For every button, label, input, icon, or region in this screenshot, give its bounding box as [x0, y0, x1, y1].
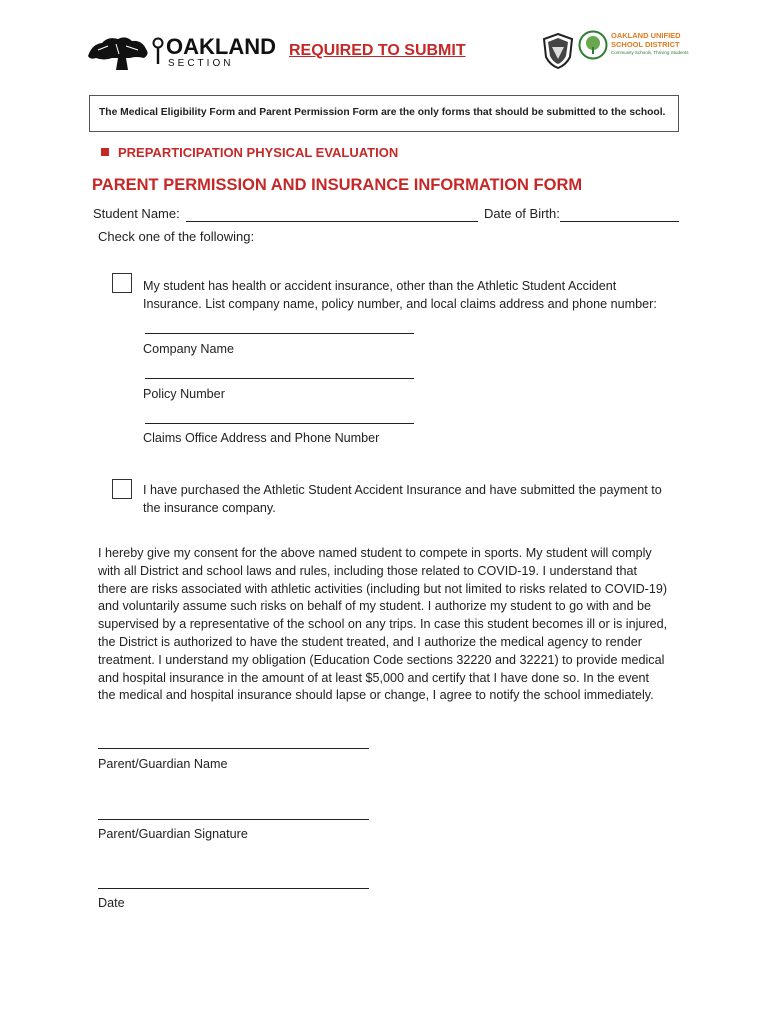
- claims-office-label: Claims Office Address and Phone Number: [143, 431, 380, 445]
- consent-line: treatment. I understand my obligation (Education Code sections 32220 and 32221) to provide medical: [98, 652, 665, 667]
- option2-line2: the insurance company.: [143, 501, 276, 515]
- square-bullet-icon: [101, 148, 109, 156]
- athletic-shield-icon: [542, 33, 574, 69]
- district-name-block: [611, 31, 701, 56]
- guardian-signature-field[interactable]: [98, 819, 369, 820]
- option1-line2: Insurance. List company name, policy number, and local claims address and phone number:: [143, 297, 657, 311]
- notice-box: [89, 95, 679, 132]
- date-field[interactable]: [98, 888, 369, 889]
- district-name-line2: SCHOOL DISTRICT: [611, 40, 680, 49]
- option2-line1: I have purchased the Athletic Student Accident Insurance and have submitted the payment to: [143, 483, 662, 497]
- guardian-signature-label: Parent/Guardian Signature: [98, 827, 248, 841]
- required-to-submit-heading: REQUIRED TO SUBMIT: [289, 42, 466, 59]
- district-name-line1: OAKLAND UNIFIED: [611, 31, 681, 40]
- student-name-field[interactable]: [186, 221, 478, 222]
- consent-line: and voluntarily assume such risks on behalf of my student. I authorize my student to go with and be: [98, 599, 652, 614]
- option1-line1: My student has health or accident insurance, other than the Athletic Student Accident: [143, 279, 617, 293]
- logo-main-text: OAKLAND: [166, 34, 276, 59]
- insurance-other-checkbox[interactable]: [112, 273, 132, 293]
- consent-line: and hospital insurance in the amount of at least $5,000 and certify that I have done so. In the event: [98, 670, 649, 685]
- company-name-label: Company Name: [143, 342, 234, 356]
- date-of-birth-label: Date of Birth:: [484, 206, 560, 221]
- policy-number-field[interactable]: [145, 378, 414, 379]
- logo-sub-text: SECTION: [168, 58, 234, 69]
- company-name-field[interactable]: [145, 333, 414, 334]
- athletic-insurance-checkbox[interactable]: [112, 479, 132, 499]
- consent-line: there are risks associated with athletic activities (including but not limited to risks related to COVID-19): [98, 581, 668, 596]
- section-bullet-text: PREPARTICIPATION PHYSICAL EVALUATION: [118, 145, 399, 160]
- guardian-name-field[interactable]: [98, 748, 369, 749]
- consent-line: the District is authorized to have the student treated, and I authorize the medical agency to render: [98, 634, 642, 649]
- date-label: Date: [98, 896, 125, 910]
- consent-paragraph: [98, 545, 688, 705]
- check-instruction: Check one of the following:: [98, 229, 255, 244]
- student-name-label: Student Name:: [93, 206, 180, 221]
- consent-line: with all District and school laws and rules, including those related to COVID-19. I understand that: [98, 563, 638, 578]
- consent-line: supervised by a representative of the school on any trips. In case this student becomes ill or is injured,: [98, 617, 668, 632]
- form-title: PARENT PERMISSION AND INSURANCE INFORMATION FORM: [92, 176, 583, 194]
- oakland-wordmark: [152, 36, 164, 66]
- policy-number-label: Policy Number: [143, 387, 225, 401]
- date-of-birth-field[interactable]: [560, 221, 679, 222]
- oakland-section-logo: [86, 34, 276, 74]
- consent-line: I hereby give my consent for the above named student to compete in sports. My student will comply: [98, 546, 652, 560]
- claims-office-field[interactable]: [145, 423, 414, 424]
- consent-line: the medical and hospital insurance should lapse or change, I agree to notify the school immediately.: [98, 688, 654, 703]
- section-bullet: [101, 145, 398, 160]
- district-seal-icon: [578, 30, 608, 60]
- oak-tree-icon: [86, 34, 152, 72]
- district-tagline: Community Schools, Thriving Students: [611, 50, 689, 55]
- guardian-name-label: Parent/Guardian Name: [98, 757, 228, 771]
- notice-text: The Medical Eligibility Form and Parent Permission Form are the only forms that should be submitted to the school.: [99, 107, 666, 118]
